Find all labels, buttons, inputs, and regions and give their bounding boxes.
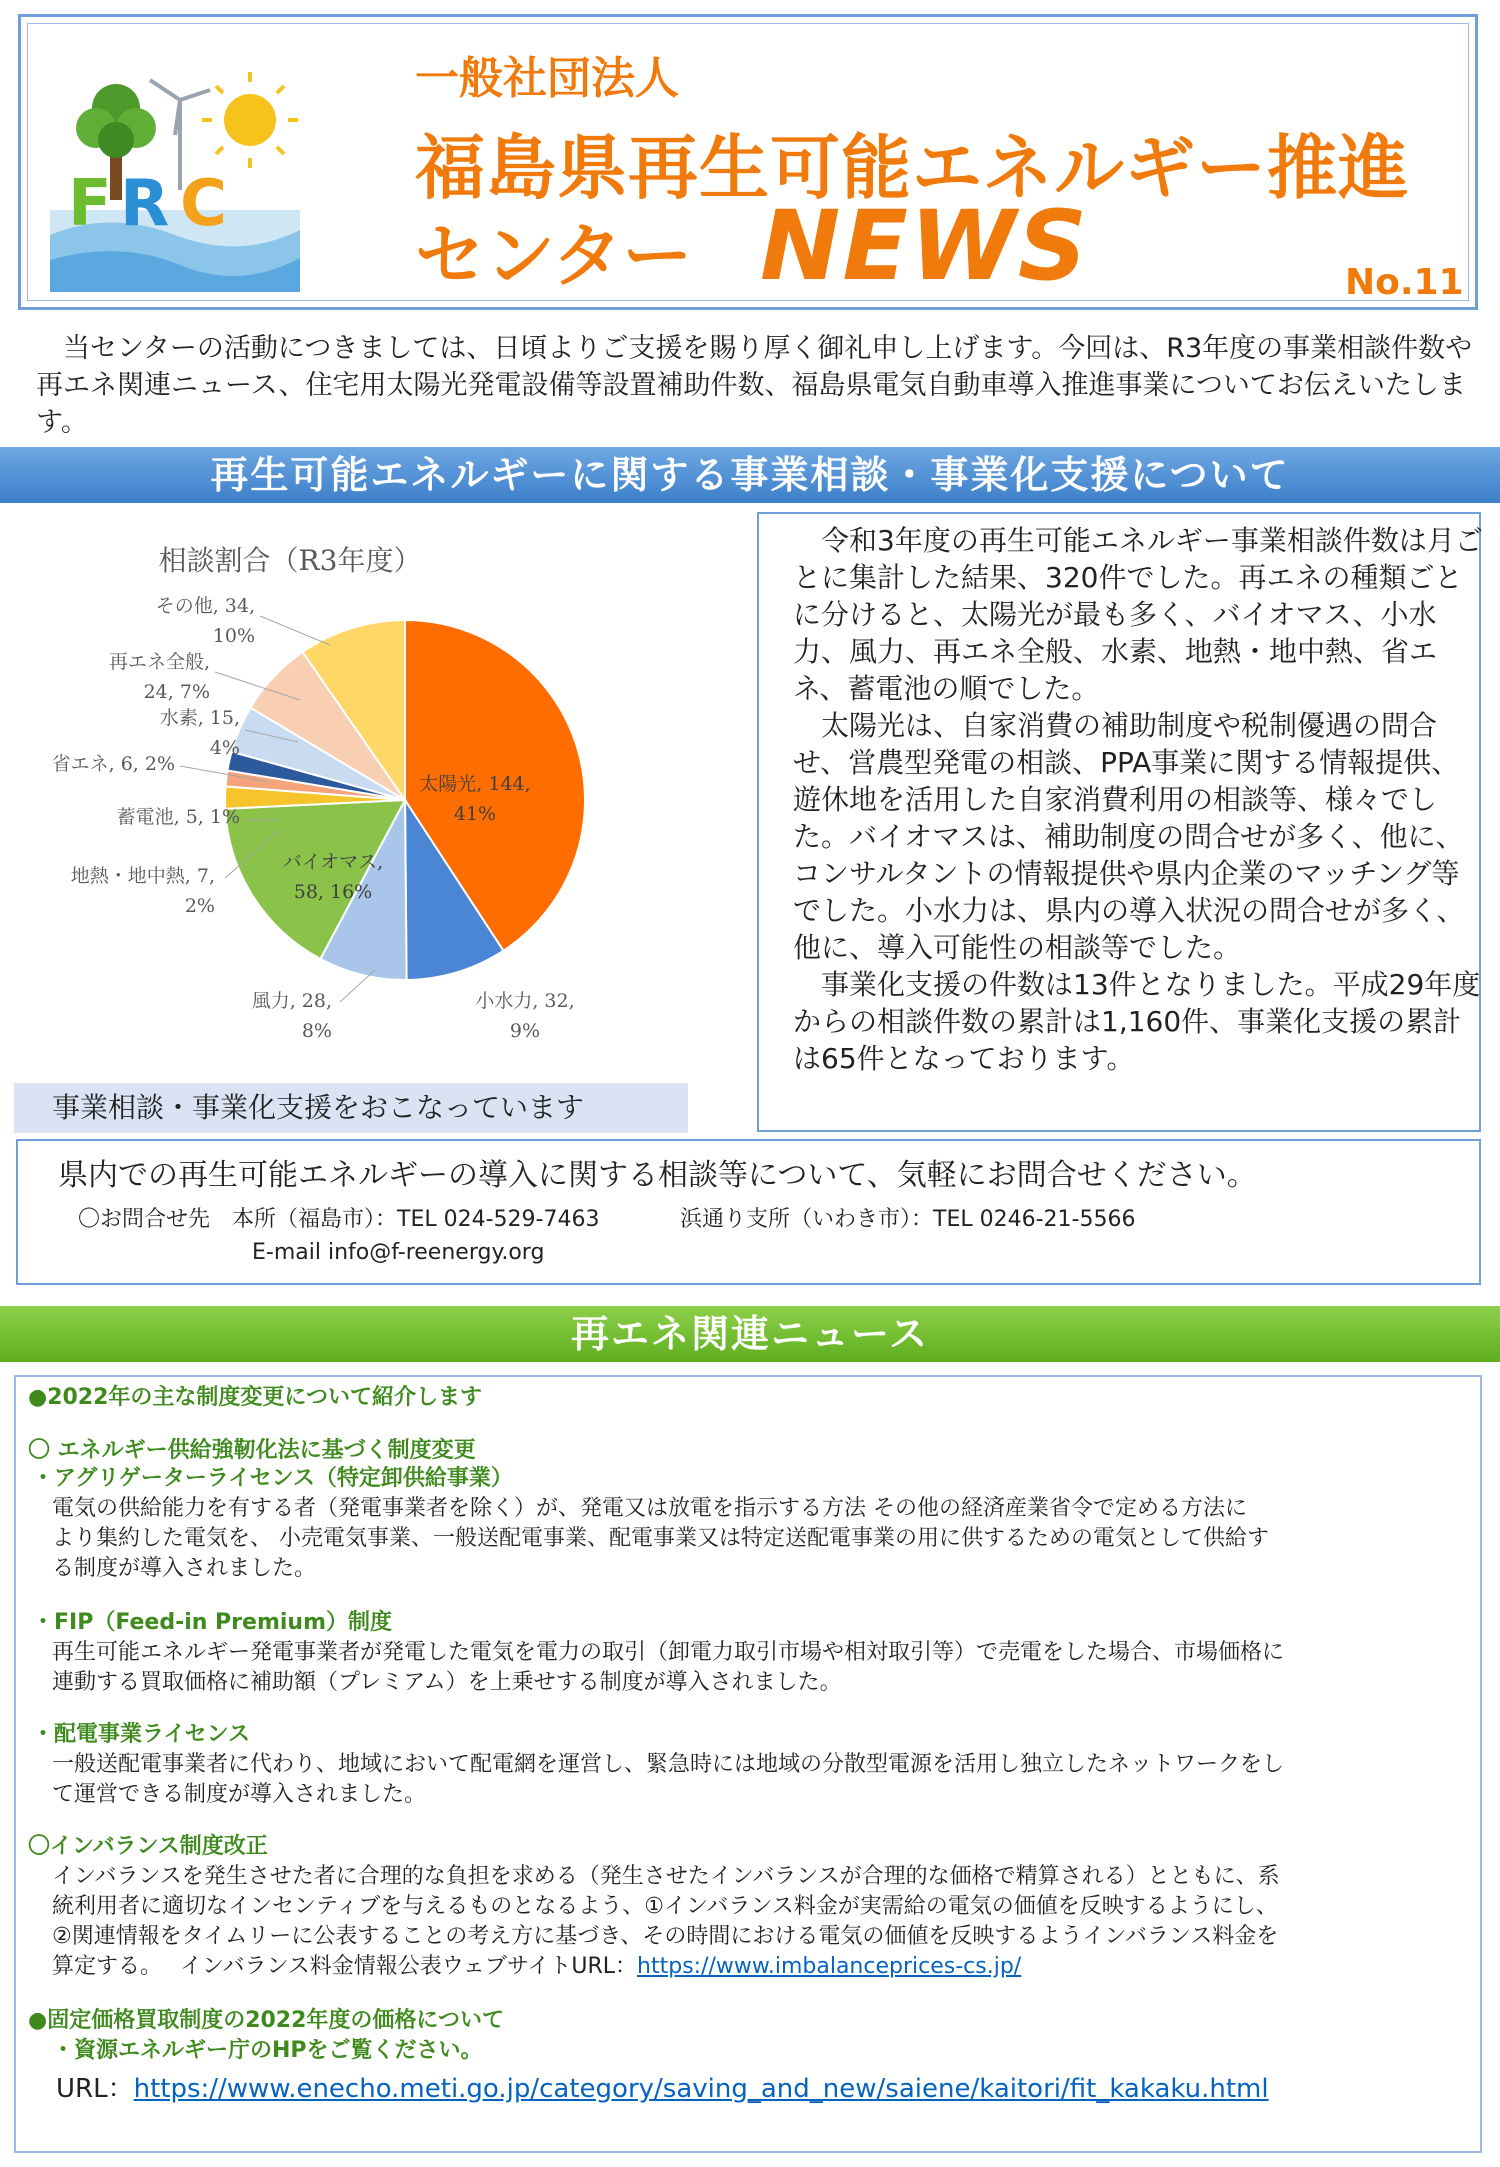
intro-paragraph: 当センターの活動につきましては、日頃よりご支援を賜り厚く御礼申し上げます。今回は、R3年度の事業相談件数や再エネ関連ニュース、住宅用太陽光発電設備等設置補助件数、福島県電気自動車導入推進事業についてお伝えいたします。 bbox=[36, 333, 1473, 438]
pie-label-3-line1: 風力, 28, bbox=[251, 990, 332, 1012]
fit-url-label: URL： bbox=[56, 2074, 134, 2104]
pie-label-6-line1: 蓄電池, 5, 1% bbox=[116, 806, 240, 828]
pie-label-4-line2: 58, 16% bbox=[293, 881, 373, 903]
item-text-aggregator-2: より集約した電気を、 小売電気事業、一般送配電事業、配電事業又は特定送配電事業の用に供するための電気として供給す bbox=[52, 1526, 1269, 1551]
summary-paragraph-2: 太陽光は、自家消費の補助制度や税制優遇の問合せ、営農型発電の相談、PPA事業に関する情報提供、遊休地を活用した自家消費利用の相談等、様々でした。バイオマスは、補助制度の問合せが多く、他に、コンサルタントの情報提供や県内企業のマッチング等でした。小水力は、県内の導入状況の問合せが多く、他に、導入可能性の相談等でした。 bbox=[793, 709, 1465, 964]
pie-label-2-line2: 9% bbox=[509, 1020, 541, 1042]
pie-label-5-line1: 地熱・地中熱, 7, bbox=[70, 865, 215, 887]
item-text-fip-1: 再生可能エネルギー発電事業者が発電した電気を電力の取引（卸電力取引市場や相対取引等）で売電をした場合、市場価格に bbox=[52, 1640, 1285, 1665]
item-text-imbalance-3: ②関連情報をタイムリーに公表することの考え方に基づき、その時間における電気の価値を反映するようインバランス料金を bbox=[52, 1924, 1279, 1949]
page-title-line1: 福島県再生可能エネルギー推進 bbox=[415, 127, 1409, 209]
issue-number: No.11 bbox=[1345, 262, 1464, 303]
item-text-aggregator-1: 電気の供給能力を有する者（発電事業者を除く）が、発電又は放電を指示する方法 その他の経済産業省令で定める方法に bbox=[52, 1496, 1247, 1521]
svg-text:F: F bbox=[68, 167, 112, 241]
section-banner-news: 再エネ関連ニュース bbox=[0, 1306, 1500, 1362]
news-wordmark: NEWS bbox=[760, 190, 1089, 302]
pie-label-3-line2: 8% bbox=[301, 1020, 332, 1042]
chart-caption: 事業相談・事業化支援をおこなっています bbox=[14, 1083, 688, 1133]
pie-label-1-line2: 41% bbox=[453, 803, 497, 825]
contact-email[interactable]: E-mail info@f-reenergy.org bbox=[252, 1240, 545, 1265]
fit-title: ●固定価格買取制度の2022年度の価格について bbox=[28, 2008, 504, 2033]
pie-label-7-line1: 省エネ, 6, 2% bbox=[51, 753, 175, 775]
item-text-imbalance-4 bbox=[52, 1952, 1021, 1982]
item-text-distribution-2: て運営できる制度が導入されました。 bbox=[52, 1782, 427, 1807]
svg-text:R: R bbox=[120, 167, 170, 241]
news-subheading-law: 〇 エネルギー供給強靭化法に基づく制度変更 bbox=[28, 1438, 476, 1463]
fit-subtitle: ・資源エネルギー庁のHPをご覧ください。 bbox=[52, 2038, 483, 2063]
pie-leader-line-3 bbox=[340, 970, 375, 1002]
item-title-aggregator: ・アグリゲーターライセンス（特定卸供給事業） bbox=[32, 1466, 513, 1491]
pie-label-9-line2: 24, 7% bbox=[143, 681, 210, 703]
imbalance-url-link[interactable]: https://www.imbalanceprices-cs.jp/ bbox=[637, 1954, 1022, 1979]
pie-leader-line-10 bbox=[260, 616, 330, 645]
pie-label-10-line2: 10% bbox=[212, 625, 255, 647]
summary-paragraph-3: 事業化支援の件数は13件となりました。平成29年度からの相談件数の累計は1,160件、事業化支援の累計は65件となっております。 bbox=[793, 968, 1481, 1075]
contact-main-office: 〇お問合せ先 本所（福島市）：TEL 024-529-7463 bbox=[78, 1207, 600, 1232]
chart-title: 相談割合（R3年度） bbox=[158, 544, 422, 577]
imbalance-url-label: 算定する。 インバランス料金情報公表ウェブサイトURL： bbox=[52, 1954, 638, 1979]
fit-url-link[interactable]: https://www.enecho.meti.go.jp/category/saving_and_new/saiene/kaitori/fit_kakaku.html bbox=[133, 2074, 1269, 2104]
contact-invite: 県内での再生可能エネルギーの導入に関する相談等について、気軽にお問合せください。 bbox=[58, 1158, 1257, 1193]
item-text-aggregator-3: る制度が導入されました。 bbox=[52, 1556, 317, 1581]
summary-paragraph-1: 令和3年度の再生可能エネルギー事業相談件数は月ごとに集計した結果、320件でした。再エネの種類ごとに分けると、太陽光が最も多く、バイオマス、小水力、風力、再エネ全般、水素、地熱・地中熱、省エネ、蓄電池の順でした。 bbox=[793, 524, 1483, 705]
item-text-fip-2: 連動する買取価格に補助額（プレミアム）を上乗せする制度が導入されました。 bbox=[52, 1670, 842, 1695]
news-headline: ●2022年の主な制度変更について紹介します bbox=[28, 1385, 482, 1410]
svg-text:C: C bbox=[180, 167, 227, 241]
frc-logo bbox=[50, 60, 300, 292]
item-text-imbalance-2: 統利用者に適切なインセンティブを与えるものとなるよう、①インバランス料金が実需給の電気の価値を反映するようにし、 bbox=[52, 1894, 1278, 1919]
pie-label-9-line1: 再エネ全般, bbox=[108, 651, 210, 673]
fit-url-row bbox=[56, 2068, 1269, 2105]
pie-label-2-line1: 小水力, 32, bbox=[475, 990, 575, 1012]
pie-label-10-line1: その他, 34, bbox=[155, 595, 255, 617]
consultation-pie-chart bbox=[30, 520, 690, 1075]
pie-label-1-line1: 太陽光, 144, bbox=[419, 773, 531, 795]
contact-branch-office: 浜通り支所（いわき市）：TEL 0246-21-5566 bbox=[680, 1207, 1136, 1232]
item-text-distribution-1: 一般送配電事業者に代わり、地域において配電網を運営し、緊急時には地域の分散型電源を活用し独立したネットワークをし bbox=[52, 1752, 1285, 1777]
item-title-distribution: ・配電事業ライセンス bbox=[32, 1722, 251, 1747]
summary-text bbox=[793, 522, 1483, 1077]
page-title-line2: センター bbox=[415, 215, 693, 297]
org-type: 一般社団法人 bbox=[415, 53, 679, 104]
item-text-imbalance-1: インバランスを発生させた者に合理的な負担を求める（発生させたインバランスが合理的な価格で精算される）とともに、系 bbox=[52, 1864, 1280, 1889]
pie-label-8-line1: 水素, 15, bbox=[159, 707, 240, 729]
pie-label-8-line2: 4% bbox=[209, 737, 240, 759]
item-title-fip: ・FIP（Feed-in Premium）制度 bbox=[32, 1610, 393, 1635]
pie-label-4-line1: バイオマス, bbox=[282, 851, 384, 873]
item-title-imbalance: 〇インバランス制度改正 bbox=[28, 1834, 268, 1859]
section-banner-consultation: 再生可能エネルギーに関する事業相談・事業化支援について bbox=[0, 447, 1500, 503]
pie-label-5-line2: 2% bbox=[184, 895, 215, 917]
